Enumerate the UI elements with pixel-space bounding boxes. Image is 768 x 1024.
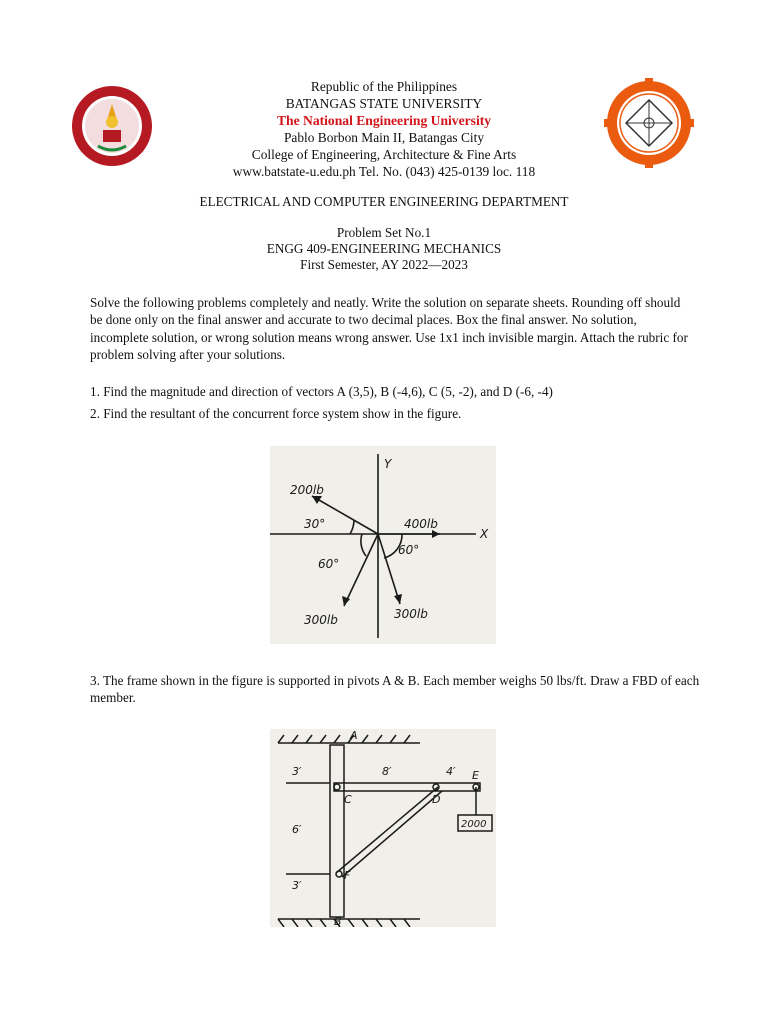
dim-8ft: 8′ [382, 765, 392, 778]
label-300lb-right: 300lb [394, 607, 428, 621]
label-60deg-right: 60° [398, 543, 420, 557]
university-name: BATANGAS STATE UNIVERSITY [285, 96, 483, 111]
label-e: E [472, 769, 479, 782]
question-1: 1. Find the magnitude and direction of vectors A (3,5), B (-4,6), C (5, -2), and D (-6, -4) [90, 384, 553, 399]
letterhead [0, 78, 768, 180]
question-2: 2. Find the resultant of the concurrent force system show in the figure. [90, 406, 462, 421]
label-a: A [350, 729, 358, 742]
republic-line: Republic of the Philippines [310, 79, 458, 94]
campus-address: Pablo Borbon Main II, Batangas City [283, 130, 485, 145]
label-60deg-left: 60° [318, 557, 340, 571]
university-tagline: The National Engineering University [276, 113, 492, 128]
label-b: B [334, 915, 342, 927]
department-title: ELECTRICAL AND COMPUTER ENGINEERING DEPARTMENT [199, 194, 569, 209]
label-400lb: 400lb [404, 517, 438, 531]
college-name: College of Engineering, Architecture & Fine Arts [251, 147, 517, 162]
label-300lb-left: 300lb [304, 613, 338, 627]
problem-set-header [0, 225, 768, 273]
dim-6ft: 6′ [292, 823, 302, 836]
course-title: ENGG 409-ENGINEERING MECHANICS [266, 241, 502, 256]
problem-set-title: Problem Set No.1 [336, 225, 432, 240]
term: First Semester, AY 2022—2023 [300, 257, 468, 272]
label-y: Y [384, 457, 392, 471]
dim-3ft-top: 3′ [292, 765, 302, 778]
label-f: F [344, 869, 351, 882]
concurrent-force-figure [270, 446, 496, 644]
label-30deg: 30° [304, 517, 326, 531]
dim-4ft: 4′ [446, 765, 456, 778]
label-x: X [480, 527, 489, 541]
question-3: 3. The frame shown in the figure is supported in pivots A & B. Each member weighs 50 lbs/ft. Draw a FBD of each member. [90, 673, 700, 705]
label-200lb: 200lb [290, 483, 324, 497]
load-label: 2000 [461, 819, 487, 830]
contact-line: www.batstate-u.edu.ph Tel. No. (043) 425-0139 loc. 118 [232, 164, 536, 179]
label-d: D [432, 793, 441, 806]
instructions-paragraph: Solve the following problems completely and neatly. Write the solution on separate sheets. Rounding off should be done only on the final answer and accurate to two decimal places. Box the final answer. No solution, incomplete solution, or wrong solution means wrong answer. Use 1x1 inch invisible margin. Attach the rubric for problem solving after your solutions. [90, 295, 688, 362]
frame-figure [270, 729, 496, 927]
label-c: C [344, 793, 352, 806]
dim-3ft-bottom: 3′ [292, 879, 302, 892]
